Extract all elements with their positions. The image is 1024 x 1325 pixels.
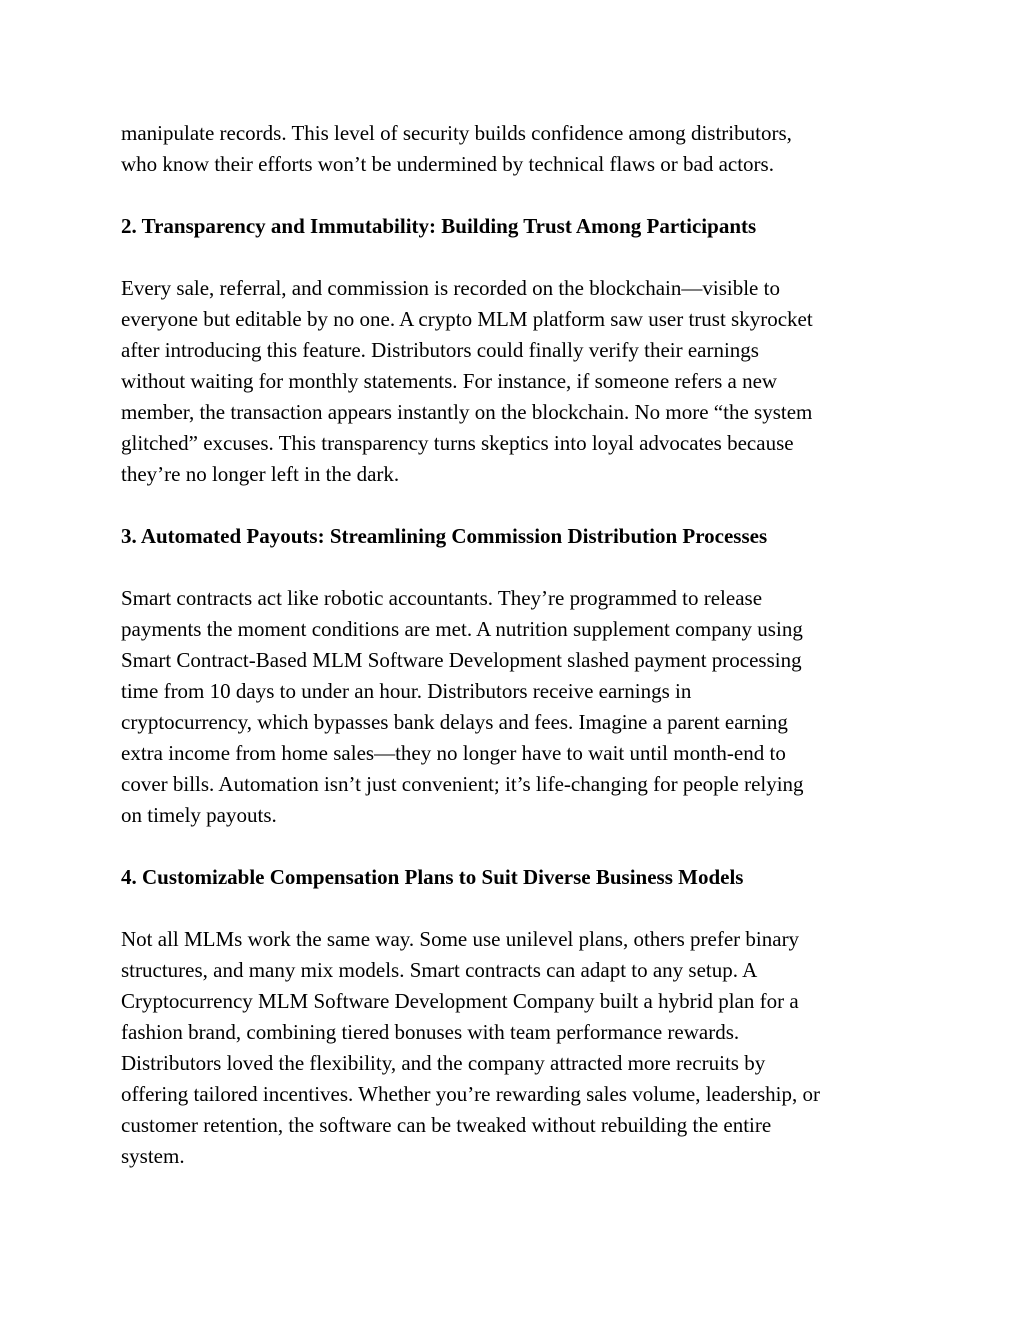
paragraph-line: Cryptocurrency MLM Software Development Company built a hybrid plan for a: [121, 989, 799, 1013]
paragraph-spacer: [121, 242, 921, 273]
paragraph-line: Not all MLMs work the same way. Some use unilevel plans, others prefer binary: [121, 927, 800, 951]
paragraph-spacer: [121, 180, 921, 211]
section-paragraph-transparency: [121, 273, 921, 490]
paragraph-line: structures, and many mix models. Smart contracts can adapt to any setup. A: [121, 958, 758, 982]
paragraph-line: extra income from home sales—they no longer have to wait until month-end to: [121, 741, 786, 765]
paragraph-line: fashion brand, combining tiered bonuses with team performance rewards.: [121, 1020, 740, 1044]
section-paragraph-compensation-plans: [121, 924, 921, 1172]
paragraph-spacer: [121, 893, 921, 924]
paragraph-line: who know their efforts won’t be undermined by technical flaws or bad actors.: [121, 152, 774, 176]
paragraph-line: system.: [121, 1144, 185, 1168]
section-heading-transparency: 2. Transparency and Immutability: Building Trust Among Participants: [121, 214, 757, 238]
paragraph-line: time from 10 days to under an hour. Distributors receive earnings in: [121, 679, 692, 703]
paragraph-spacer: [121, 552, 921, 583]
section-heading-automated-payouts: 3. Automated Payouts: Streamlining Commission Distribution Processes: [121, 524, 768, 548]
section-heading-compensation-plans: 4. Customizable Compensation Plans to Suit Diverse Business Models: [121, 865, 744, 889]
paragraph-line: after introducing this feature. Distributors could finally verify their earnings: [121, 338, 759, 362]
section-paragraph-automated-payouts: [121, 583, 921, 831]
paragraph-line: Smart Contract-Based MLM Software Development slashed payment processing: [121, 648, 802, 672]
paragraph-line: everyone but editable by no one. A crypto MLM platform saw user trust skyrocket: [121, 307, 813, 331]
intro-paragraph: [121, 118, 921, 180]
paragraph-line: on timely payouts.: [121, 803, 277, 827]
document-page: [121, 118, 921, 1172]
paragraph-line: cover bills. Automation isn’t just convenient; it’s life-changing for people relying: [121, 772, 804, 796]
paragraph-line: payments the moment conditions are met. A nutrition supplement company using: [121, 617, 803, 641]
paragraph-line: without waiting for monthly statements. For instance, if someone refers a new: [121, 369, 778, 393]
paragraph-line: Distributors loved the flexibility, and the company attracted more recruits by: [121, 1051, 766, 1075]
paragraph-line: offering tailored incentives. Whether you’re rewarding sales volume, leadership, or: [121, 1082, 820, 1106]
paragraph-line: Smart contracts act like robotic accountants. They’re programmed to release: [121, 586, 763, 610]
paragraph-line: customer retention, the software can be tweaked without rebuilding the entire: [121, 1113, 772, 1137]
paragraph-line: Every sale, referral, and commission is recorded on the blockchain—visible to: [121, 276, 780, 300]
paragraph-spacer: [121, 831, 921, 862]
paragraph-spacer: [121, 490, 921, 521]
paragraph-line: they’re no longer left in the dark.: [121, 462, 400, 486]
paragraph-line: glitched” excuses. This transparency turns skeptics into loyal advocates because: [121, 431, 794, 455]
paragraph-line: manipulate records. This level of security builds confidence among distributors,: [121, 121, 792, 145]
paragraph-line: cryptocurrency, which bypasses bank delays and fees. Imagine a parent earning: [121, 710, 788, 734]
paragraph-line: member, the transaction appears instantly on the blockchain. No more “the system: [121, 400, 813, 424]
